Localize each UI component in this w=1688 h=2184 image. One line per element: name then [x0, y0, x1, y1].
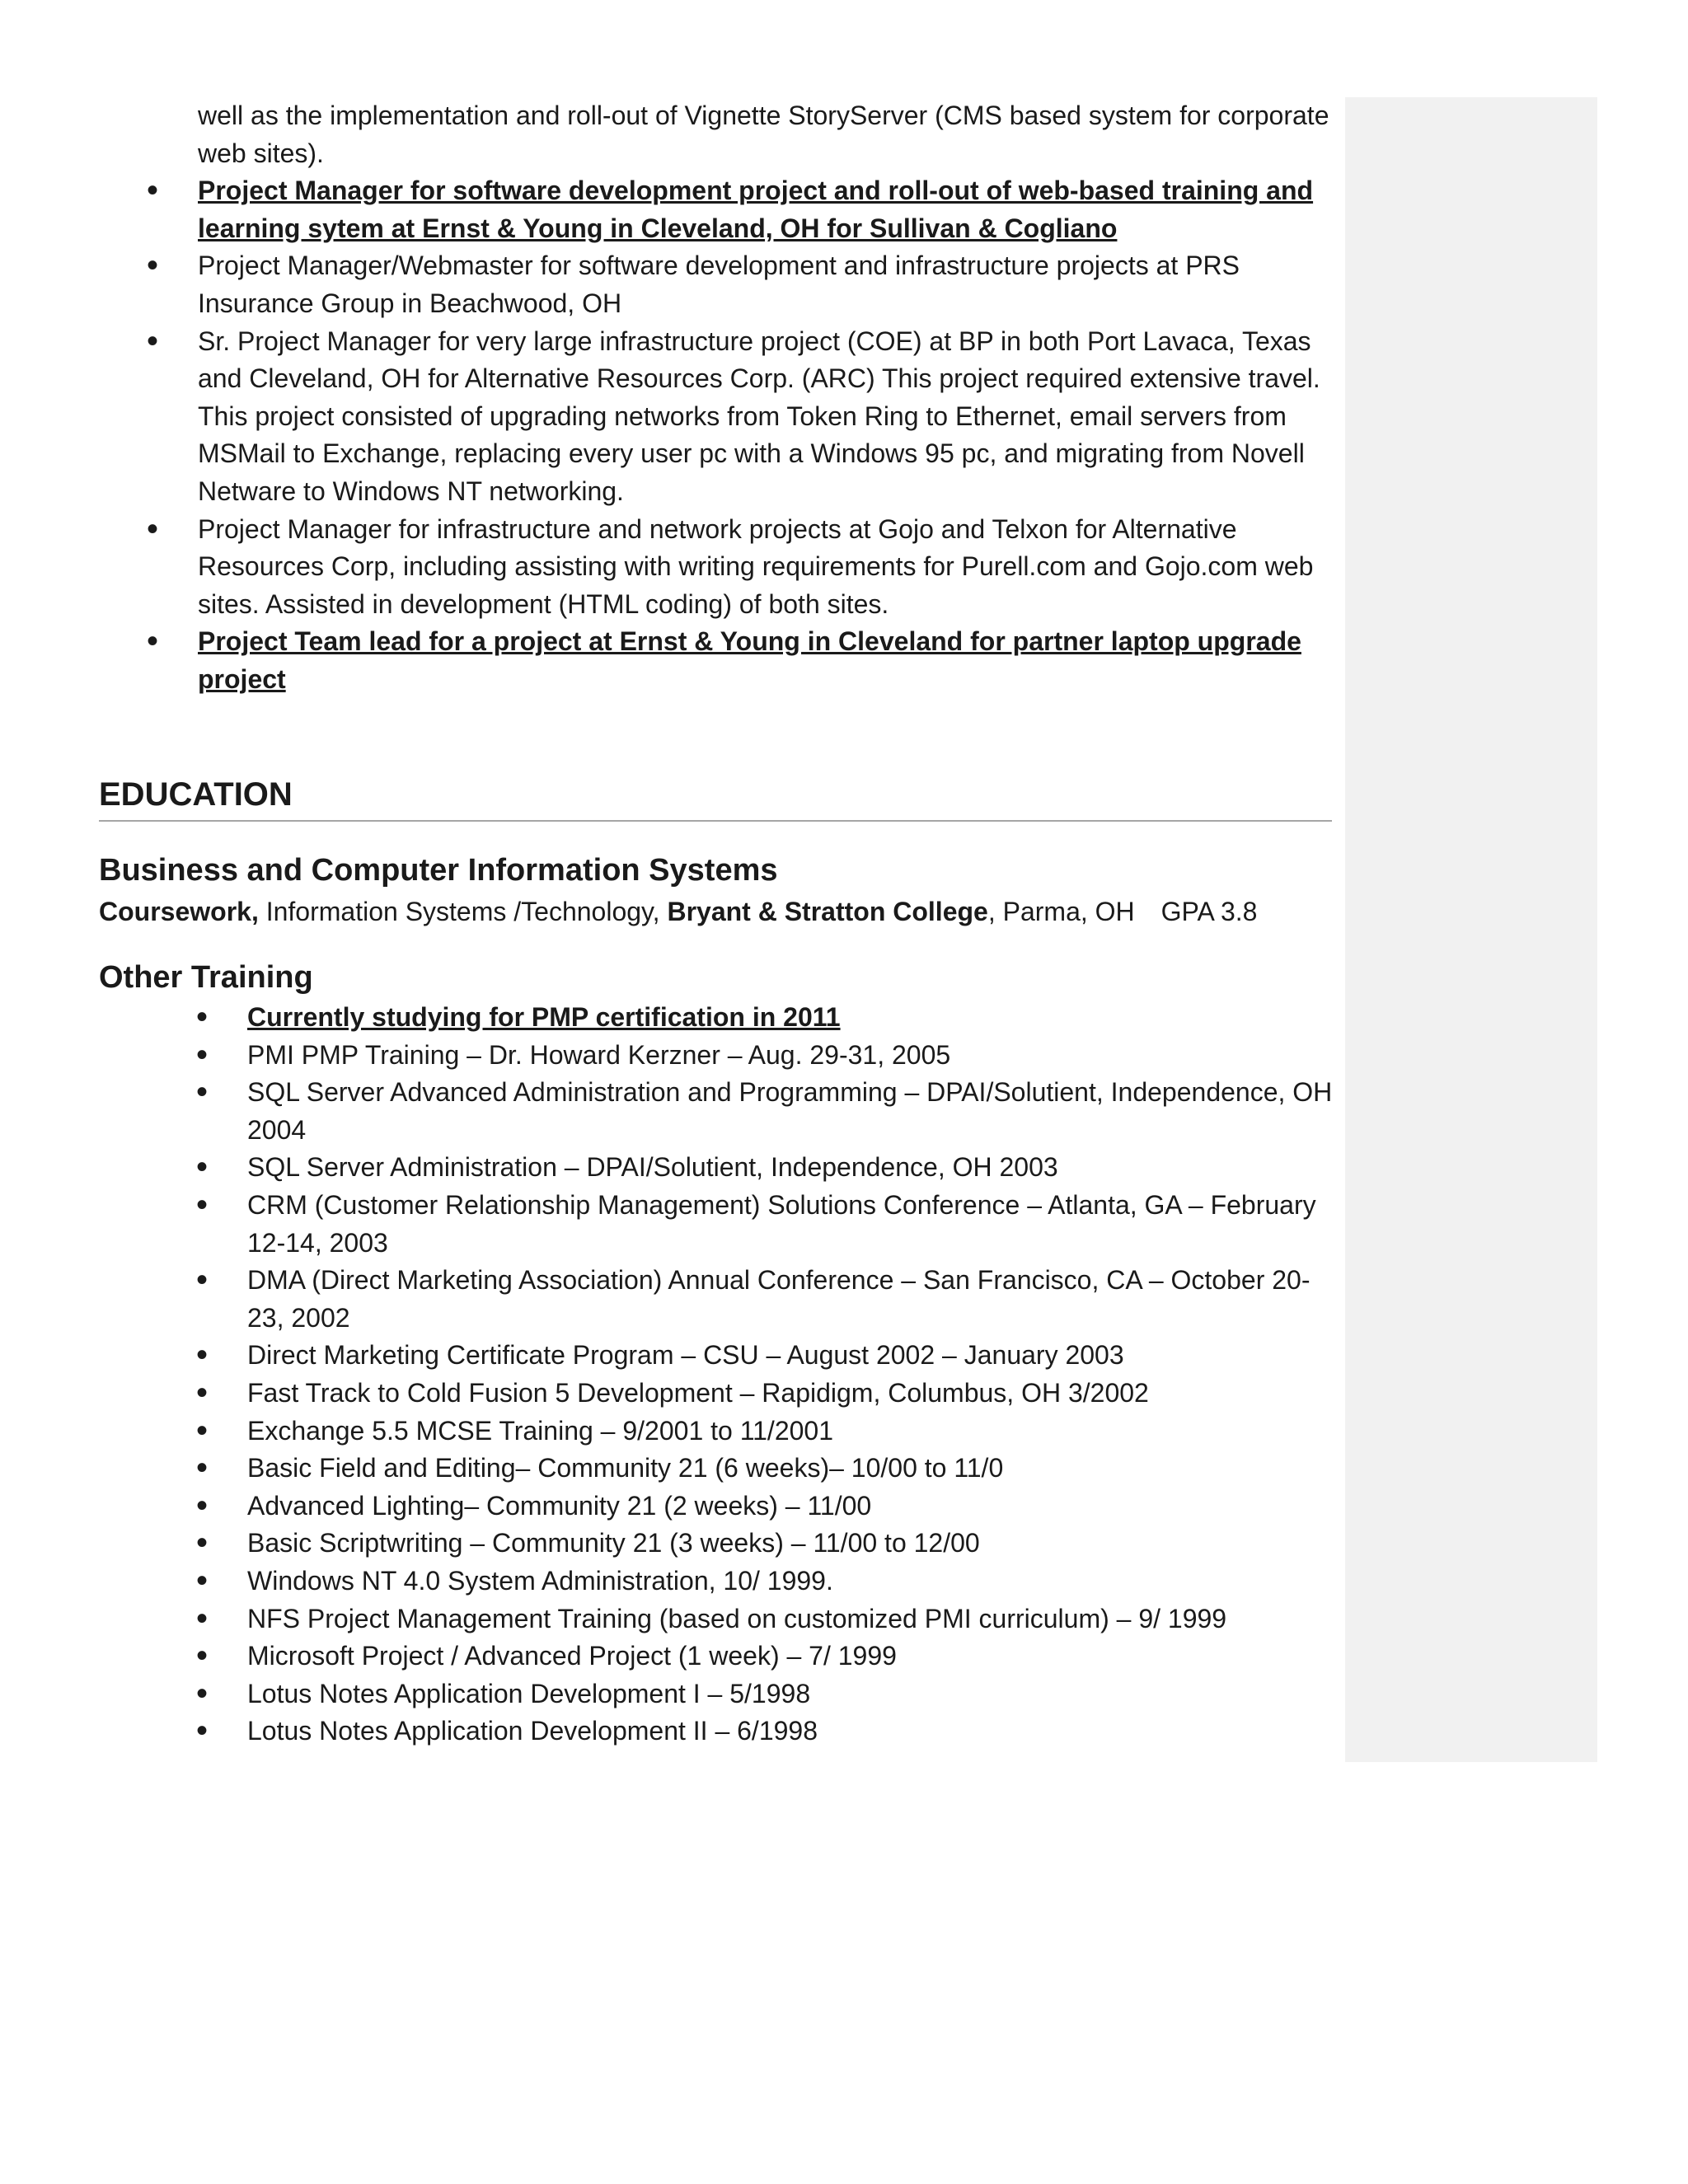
bullet-icon	[196, 1413, 208, 1452]
experience-item	[99, 323, 1335, 511]
experience-list	[99, 172, 1335, 698]
experience-item	[99, 172, 1335, 247]
training-item	[99, 1074, 1335, 1149]
training-item-text: Lotus Notes Application Development I – 5/1998	[247, 1678, 811, 1708]
training-item	[99, 1375, 1335, 1413]
degree-title: Business and Computer Information Systems	[99, 853, 778, 888]
experience-item-text: Project Manager for infrastructure and network projects at Gojo and Telxon for Alternative Resources Corp, including assisting with writing requirements for Purell.com and Gojo.com web sites. Assisted in development (HTML coding) of both sites.	[198, 513, 1314, 619]
coursework-field: Information Systems /Technology,	[258, 897, 668, 926]
section-divider	[99, 820, 1332, 822]
coursework-line	[99, 893, 1257, 930]
bullet-icon	[196, 1525, 208, 1564]
training-item-text: Advanced Lighting– Community 21 (2 weeks) – 11/00	[247, 1490, 872, 1521]
bullet-icon	[196, 1563, 208, 1602]
training-item-text: NFS Project Management Training (based on customized PMI curriculum) – 9/ 1999	[247, 1603, 1227, 1633]
training-item	[99, 1262, 1335, 1337]
bullet-icon	[147, 247, 158, 287]
experience-item-text: Sr. Project Manager for very large infrastructure project (COE) at BP in both Port Lavaca, Texas and Cleveland, OH for Alternative Resources Corp. (ARC) This project required extensive travel. This project consisted of upgrading networks from Token Ring to Ethernet, email servers from MSMail to Exchange, replacing every user pc with a Windows 95 pc, and migrating from Novell Netware to Windows NT networking.	[198, 326, 1320, 506]
training-item-text: Exchange 5.5 MCSE Training – 9/2001 to 11/2001	[247, 1415, 833, 1446]
bullet-icon	[196, 1187, 208, 1226]
training-item-text: CRM (Customer Relationship Management) Solutions Conference – Atlanta, GA – February 12-14, 2003	[247, 1189, 1316, 1258]
training-list	[99, 999, 1335, 1750]
gpa: GPA 3.8	[1160, 897, 1258, 926]
training-item-text: Direct Marketing Certificate Program – CSU – August 2002 – January 2003	[247, 1340, 1124, 1371]
school-location: , Parma, OH	[987, 897, 1135, 926]
experience-item	[99, 247, 1335, 322]
training-item	[99, 1337, 1335, 1375]
experience-section	[99, 97, 1335, 699]
training-item-text: SQL Server Administration – DPAI/Solutient, Independence, OH 2003	[247, 1152, 1058, 1183]
training-item	[99, 1149, 1335, 1187]
school-name: Bryant & Stratton College	[667, 897, 988, 926]
training-item	[99, 1037, 1335, 1075]
experience-item	[99, 623, 1335, 698]
training-item	[99, 1187, 1335, 1262]
bullet-icon	[196, 1037, 208, 1076]
bullet-icon	[196, 1450, 208, 1489]
experience-item-text: Project Team lead for a project at Ernst & Young in Cleveland for partner laptop upgrade project	[198, 626, 1301, 694]
training-item-text: Currently studying for PMP certification in 2011	[247, 1002, 841, 1032]
training-item-text: SQL Server Advanced Administration and Programming – DPAI/Solutient, Independence, OH 2004	[247, 1077, 1333, 1145]
bullet-icon	[196, 1601, 208, 1640]
training-item	[99, 1563, 1335, 1601]
training-item	[99, 1675, 1335, 1713]
sidebar-panel	[1345, 97, 1597, 1762]
training-item-text: DMA (Direct Marketing Association) Annual Conference – San Francisco, CA – October 20-23, 2002	[247, 1265, 1311, 1333]
experience-item	[99, 511, 1335, 624]
training-item-text: PMI PMP Training – Dr. Howard Kerzner – Aug. 29-31, 2005	[247, 1039, 951, 1070]
bullet-icon	[196, 1149, 208, 1188]
training-item-text: Microsoft Project / Advanced Project (1 week) – 7/ 1999	[247, 1641, 897, 1671]
bullet-icon	[196, 1074, 208, 1113]
bullet-icon	[196, 1337, 208, 1376]
experience-item-text: Project Manager for software development project and roll-out of web-based training and learning sytem at Ernst & Young in Cleveland, OH for Sullivan & Cogliano	[198, 176, 1314, 243]
training-item	[99, 1488, 1335, 1526]
bullet-icon	[196, 1638, 208, 1677]
bullet-icon	[147, 172, 158, 212]
coursework-label: Coursework,	[99, 897, 259, 926]
bullet-icon	[196, 1675, 208, 1715]
education-heading: EDUCATION	[99, 776, 293, 813]
experience-continuation: well as the implementation and roll-out of Vignette StoryServer (CMS based system for corporate web sites).	[198, 101, 1329, 168]
bullet-icon	[196, 1375, 208, 1414]
bullet-icon	[147, 623, 158, 663]
training-item	[99, 1413, 1335, 1451]
bullet-icon	[196, 999, 208, 1038]
training-item	[99, 999, 1335, 1037]
other-training-heading: Other Training	[99, 960, 313, 995]
training-item	[99, 1638, 1335, 1675]
bullet-icon	[147, 511, 158, 551]
training-item-text: Fast Track to Cold Fusion 5 Development – Rapidigm, Columbus, OH 3/2002	[247, 1377, 1149, 1408]
training-item-text: Windows NT 4.0 System Administration, 10/ 1999.	[247, 1565, 833, 1596]
bullet-icon	[196, 1713, 208, 1752]
training-item-text: Basic Scriptwriting – Community 21 (3 weeks) – 11/00 to 12/00	[247, 1528, 980, 1558]
training-item	[99, 1601, 1335, 1638]
training-item-text: Lotus Notes Application Development II – 6/1998	[247, 1716, 818, 1746]
training-item-text: Basic Field and Editing– Community 21 (6 weeks)– 10/00 to 11/0	[247, 1453, 1004, 1483]
experience-item-text: Project Manager/Webmaster for software development and infrastructure projects at PRS Insurance Group in Beachwood, OH	[198, 251, 1240, 318]
training-item	[99, 1525, 1335, 1563]
bullet-icon	[147, 323, 158, 363]
bullet-icon	[196, 1488, 208, 1527]
training-item	[99, 1713, 1335, 1750]
training-item	[99, 1450, 1335, 1488]
bullet-icon	[196, 1262, 208, 1301]
